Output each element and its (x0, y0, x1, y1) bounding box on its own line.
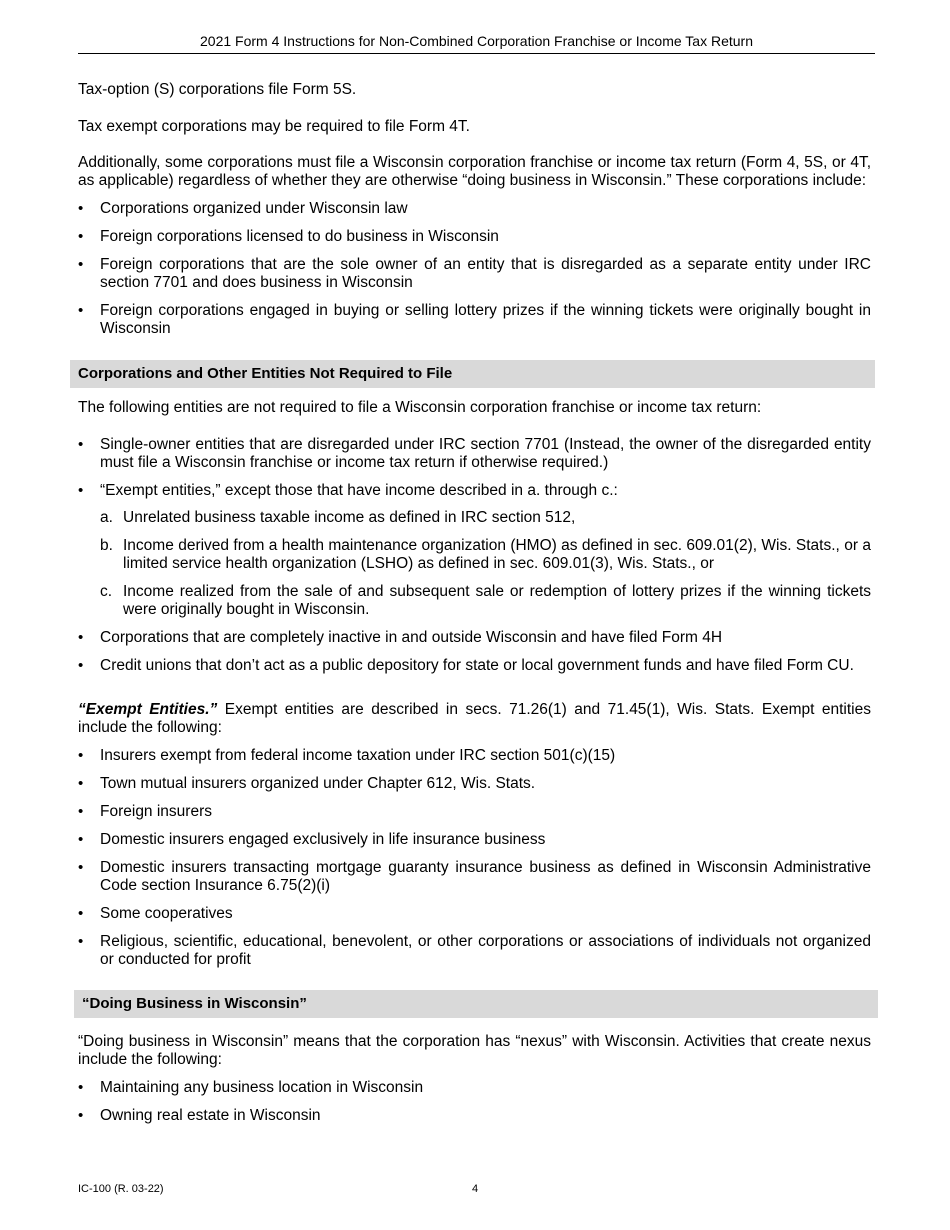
list-item: • Religious, scientific, educational, benevolent, or other corporations or associations of individuals not organized or conducted for profit (78, 933, 871, 969)
list-item: • Corporations that are completely inactive in and outside Wisconsin and have filed Form 4H (78, 629, 871, 647)
list-item: • Domestic insurers engaged exclusively in life insurance business (78, 831, 871, 849)
list-item: • Foreign corporations that are the sole owner of an entity that is disregarded as a separate entity under IRC section 7701 and does business in Wisconsin (78, 256, 871, 292)
list-item: • “Exempt entities,” except those that have income described in a. through c.: (78, 482, 871, 500)
sub-list-marker: b. (100, 537, 113, 554)
list-item: • Corporations organized under Wisconsin law (78, 200, 871, 218)
list-item: • Foreign insurers (78, 803, 871, 821)
sub-list-text: Income realized from the sale of and subsequent sale or redemption of lottery prizes if the winning tickets were originally bought in Wisconsin. (123, 583, 871, 618)
paragraph-tax-exempt: Tax exempt corporations may be required to file Form 4T. (78, 118, 470, 135)
sub-list-item (78, 583, 871, 619)
page-number: 4 (472, 1183, 479, 1195)
list-item: • Maintaining any business location in Wisconsin (78, 1079, 871, 1097)
paragraph-s-corp: Tax-option (S) corporations file Form 5S. (78, 81, 357, 98)
not-required-bullet-list-continued (78, 629, 871, 675)
page-header: 2021 Form 4 Instructions for Non-Combined Corporation Franchise or Income Tax Return (78, 33, 875, 54)
list-item: • Credit unions that don’t act as a public depository for state or local government funds and have filed Form CU. (78, 657, 871, 675)
section-heading-doing-business: “Doing Business in Wisconsin” (74, 990, 878, 1018)
paragraph-additional: Additionally, some corporations must file a Wisconsin corporation franchise or income tax return (Form 4, 5S, or 4T, as applicable) regardless of whether they are otherwise “doing business in Wisconsin.” These corporations include: (78, 154, 871, 189)
list-item: • Domestic insurers transacting mortgage guaranty insurance business as defined in Wisconsin Administrative Code section Insurance 6.75(2)(i) (78, 859, 871, 895)
exempt-income-sublist (78, 509, 871, 619)
paragraph-not-required-lead: The following entities are not required to file a Wisconsin corporation franchise or income tax return: (78, 399, 762, 416)
document-body (78, 80, 871, 1125)
intro-bullet-list (78, 200, 871, 338)
exempt-entities-lead: “Exempt Entities.” (78, 701, 218, 718)
sub-list-text: Unrelated business taxable income as defined in IRC section 512, (123, 509, 576, 526)
list-item: • Foreign corporations engaged in buying or selling lottery prizes if the winning tickets were originally bought in Wisconsin (78, 302, 871, 338)
list-item: • Single-owner entities that are disregarded under IRC section 7701 (Instead, the owner of the disregarded entity must file a Wisconsin franchise or income tax return if otherwise required.) (78, 436, 871, 472)
sub-list-marker: a. (100, 509, 113, 526)
list-item: • Some cooperatives (78, 905, 871, 923)
paragraph-doing-business: “Doing business in Wisconsin” means that the corporation has “nexus” with Wisconsin. Activities that create nexus include the following: (78, 1033, 871, 1068)
sub-list-item (78, 509, 871, 527)
sub-list-marker: c. (100, 583, 113, 600)
sub-list-text: Income derived from a health maintenance organization (HMO) as defined in sec. 609.01(2), Wis. Stats., or a limited service health organization (LSHO) as defined in sec. 609.01(3), Wis. Stats., or (123, 537, 871, 572)
list-item: • Owning real estate in Wisconsin (78, 1107, 871, 1125)
paragraph-exempt-entities (78, 701, 871, 737)
sub-list-item (78, 537, 871, 573)
list-item: • Foreign corporations licensed to do business in Wisconsin (78, 228, 871, 246)
section-heading-not-required: Corporations and Other Entities Not Required to File (70, 360, 875, 388)
exempt-entities-text: Exempt entities are described in secs. 71.26(1) and 71.45(1), Wis. Stats. Exempt entities include the following: (78, 701, 871, 736)
list-item: • Town mutual insurers organized under Chapter 612, Wis. Stats. (78, 775, 871, 793)
list-item: • Insurers exempt from federal income taxation under IRC section 501(c)(15) (78, 747, 871, 765)
not-required-bullet-list (78, 436, 871, 500)
form-id: IC-100 (R. 03-22) (78, 1183, 164, 1195)
doing-business-bullet-list (78, 1079, 871, 1125)
exempt-entities-bullet-list (78, 747, 871, 969)
